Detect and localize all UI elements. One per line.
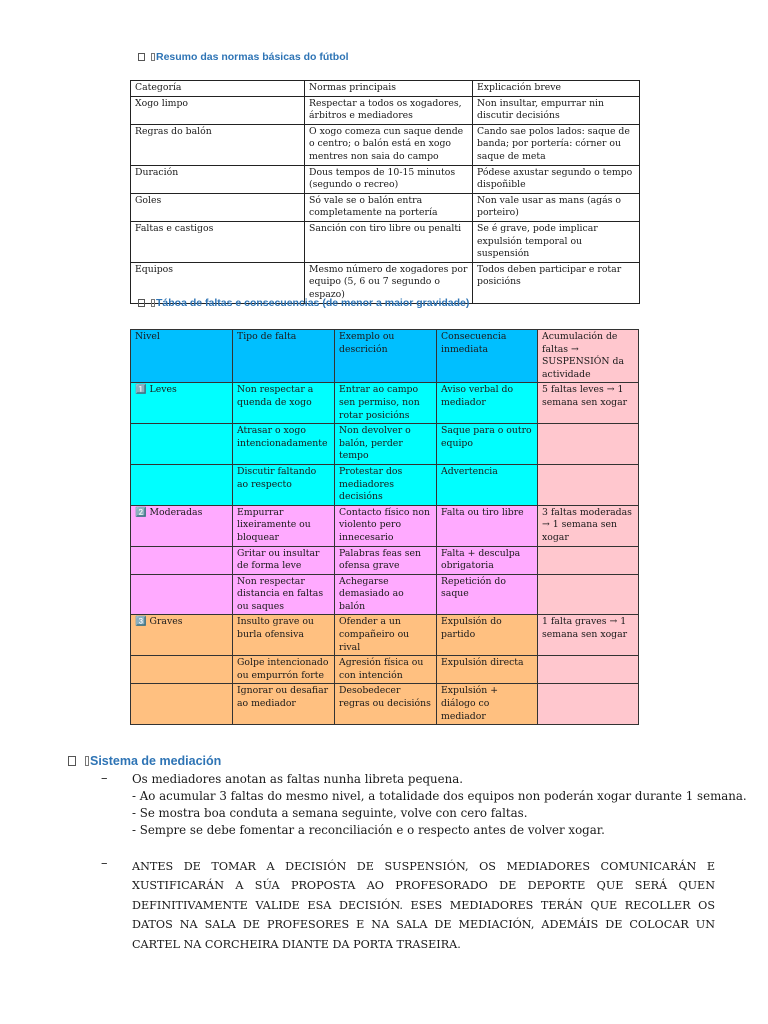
section-heading-fouls-table [138,297,469,309]
table-row [131,574,639,615]
missing-glyph-icon [138,299,145,307]
table-row [131,383,639,424]
level-cell [131,656,233,684]
table-cell: Ignorar ou desafiar ao mediador [233,684,335,725]
table-header-row [131,330,639,383]
table-cell: Non respectar a quenda de xogo [233,383,335,424]
table-row [131,505,639,546]
table-cell: Insulto grave ou burla ofensiva [233,615,335,656]
table-cell: Mesmo número de xogadores por equipo (5, 6 ou 7 segundo o espazo) [305,262,473,303]
missing-glyph-icon [151,299,155,307]
table-cell: Regras do balón [131,124,305,165]
table-cell: Equipos [131,262,305,303]
accumulation-cell [538,684,639,725]
bullet-dash: – [101,771,108,786]
header-cell: Categoría [131,81,305,97]
table-cell: Dous tempos de 10-15 minutos (segundo o recreo) [305,165,473,193]
level-cell: 3️⃣ Graves [131,615,233,656]
table-cell: Non respectar distancia en faltas ou saques [233,574,335,615]
header-cell: Nivel [131,330,233,383]
section-heading-mediation [68,754,221,768]
accumulation-cell [538,424,639,465]
level-cell [131,464,233,505]
table-cell: Contacto físico non violento pero innecesario [335,505,437,546]
table-cell: Expulsión directa [437,656,538,684]
header-cell: Acumulación de faltas → SUSPENSIÓN da actividade [538,330,639,383]
header-cell: Explicación breve [473,81,640,97]
table-row [131,615,639,656]
table-cell: Ofender a un compañeiro ou rival [335,615,437,656]
heading-text: Sistema de mediación [90,754,222,768]
table-cell: Respectar a todos os xogadores, árbitros e mediadores [305,96,473,124]
missing-glyph-icon [85,756,89,766]
table-row [131,96,640,124]
rules-summary-table [130,80,640,304]
table-cell: Falta ou tiro libre [437,505,538,546]
fouls-consequences-table [130,329,639,725]
table-row [131,165,640,193]
table-row [131,684,639,725]
table-cell: Golpe intencionado ou empurrón forte [233,656,335,684]
table-cell: Cando sae polos lados: saque de banda; por portería: córner ou saque de meta [473,124,640,165]
mediation-line: Os mediadores anotan as faltas nunha libreta pequena. [132,772,463,786]
mediation-line: - Sempre se debe fomentar a reconciliación e o respecto antes de volver xogar. [132,823,605,837]
table-row [131,124,640,165]
table-cell: Entrar ao campo sen permiso, non rotar posicións [335,383,437,424]
heading-text: Resumo das normas básicas do fútbol [156,51,349,63]
level-cell: 1️⃣ Leves [131,383,233,424]
accumulation-cell: 3 faltas moderadas → 1 semana sen xogar [538,505,639,546]
table-row [131,464,639,505]
table-row [131,656,639,684]
table-cell: Gritar ou insultar de forma leve [233,546,335,574]
table-row [131,424,639,465]
table-cell: Expulsión do partido [437,615,538,656]
missing-glyph-icon [68,756,76,766]
missing-glyph-icon [151,53,155,61]
table-cell: Expulsión + diálogo co mediador [437,684,538,725]
table-cell: Goles [131,193,305,221]
table-cell: Palabras feas sen ofensa grave [335,546,437,574]
table-cell: Protestar dos mediadores decisións [335,464,437,505]
table-cell: Falta + desculpa obrigatoria [437,546,538,574]
table-cell: Achegarse demasiado ao balón [335,574,437,615]
mediation-line: - Se mostra boa conduta a semana seguinte, volve con cero faltas. [132,806,528,820]
section-heading-rules-summary [138,51,349,63]
accumulation-cell [538,464,639,505]
accumulation-cell [538,656,639,684]
table-cell: Agresión física ou con intención [335,656,437,684]
level-cell [131,684,233,725]
level-cell [131,424,233,465]
table-header-row [131,81,640,97]
table-cell: Todos deben participar e rotar posicións [473,262,640,303]
table-cell: Saque para o outro equipo [437,424,538,465]
missing-glyph-icon [138,53,145,61]
mediation-line: - Ao acumular 3 faltas do mesmo nivel, a totalidade dos equipos non poderán xogar durante 1 semana. [132,789,747,803]
table-cell: Atrasar o xogo intencionadamente [233,424,335,465]
table-cell: Faltas e castigos [131,221,305,262]
bullet-dash: – [101,856,108,871]
table-cell: Non insultar, empurrar nin discutir decisións [473,96,640,124]
table-cell: Se é grave, pode implicar expulsión temporal ou suspensión [473,221,640,262]
table-cell: Pódese axustar segundo o tempo dispoñible [473,165,640,193]
table-cell: O xogo comeza cun saque dende o centro; o balón está en xogo mentres non saia do campo [305,124,473,165]
table-cell: Xogo limpo [131,96,305,124]
accumulation-cell: 5 faltas leves → 1 semana sen xogar [538,383,639,424]
accumulation-cell [538,546,639,574]
table-cell: Discutir faltando ao respecto [233,464,335,505]
table-cell: Non vale usar as mans (agás o porteiro) [473,193,640,221]
header-cell: Normas principais [305,81,473,97]
table-cell: Duración [131,165,305,193]
table-cell: Desobedecer regras ou decisións [335,684,437,725]
table-row [131,193,640,221]
level-cell [131,546,233,574]
accumulation-cell: 1 falta graves → 1 semana sen xogar [538,615,639,656]
table-cell: Aviso verbal do mediador [437,383,538,424]
table-cell: Repetición do saque [437,574,538,615]
table-row [131,546,639,574]
header-cell: Tipo de falta [233,330,335,383]
table-cell: Só vale se o balón entra completamente na portería [305,193,473,221]
table-cell: Empurrar lixeiramente ou bloquear [233,505,335,546]
heading-text: Táboa de faltas e consecuencias (de menor a maior gravidade) [156,297,470,309]
level-cell [131,574,233,615]
level-cell: 2️⃣ Moderadas [131,505,233,546]
table-cell: Advertencia [437,464,538,505]
table-row [131,221,640,262]
accumulation-cell [538,574,639,615]
suspension-procedure-paragraph: ANTES DE TOMAR A DECISIÓN DE SUSPENSIÓN, OS MEDIADORES COMUNICARÁN E XUSTIFICARÁN A SÚA PROPOSTA AO PROFESORADO DE DEPORTE QUE SERÁ QUEN DEFINITIVAMENTE VALIDE ESA DECISIÓN. ESES MEDIADORES TERÁN QUE RECOLLER OS DATOS NA SALA DE PROFESORES E NA SALA DE MEDIACIÓN, ADEMÁIS DE COLOCAR UN CARTEL NA CORCHEIRA DIANTE DA PORTA TRASEIRA. [132,860,715,951]
table-cell: Non devolver o balón, perder tempo [335,424,437,465]
table-cell: Sanción con tiro libre ou penalti [305,221,473,262]
header-cell: Exemplo ou descrición [335,330,437,383]
header-cell: Consecuencia inmediata [437,330,538,383]
